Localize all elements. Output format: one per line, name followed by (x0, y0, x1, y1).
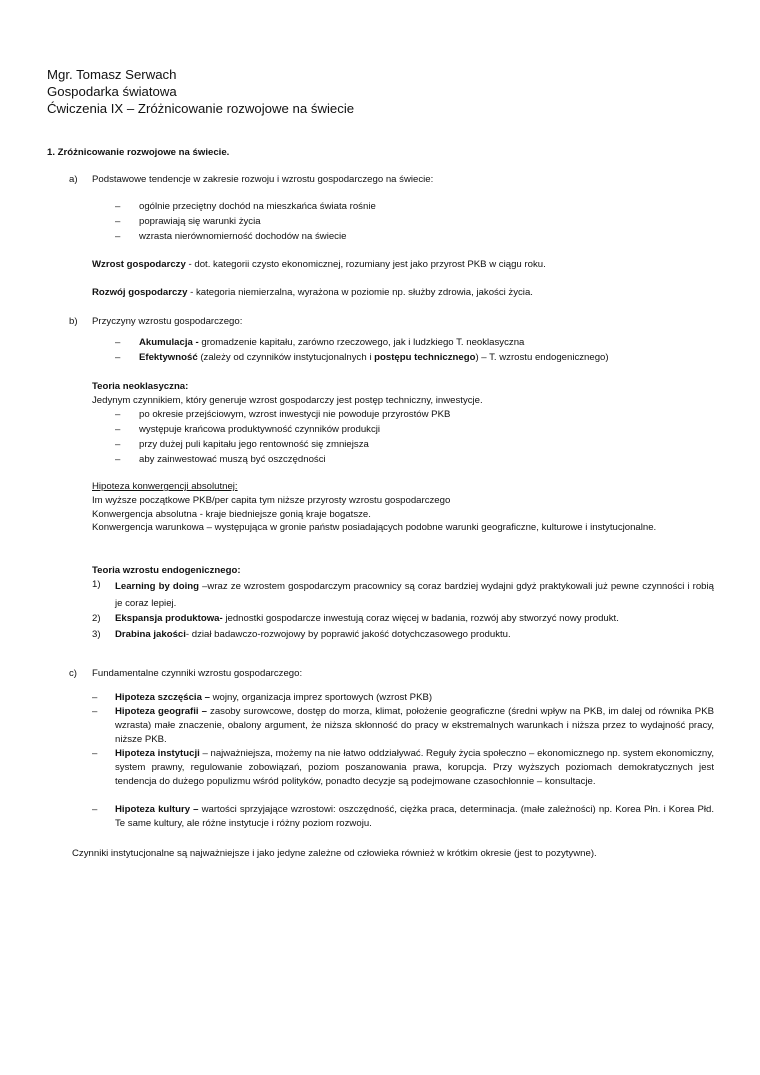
list-item (139, 351, 609, 364)
term: Ekspansja produktowa- (115, 613, 223, 624)
definition-development (92, 286, 533, 299)
term: Hipoteza kultury – (115, 804, 199, 815)
endogenous-title: Teoria wzrostu endogenicznego: (92, 565, 241, 576)
dash-bullet: – (115, 454, 121, 465)
course-line: Gospodarka światowa (47, 84, 177, 99)
convergence-title: Hipoteza konwergencji absolutnej: (92, 481, 238, 492)
dash-bullet: – (115, 231, 121, 242)
convergence-line: Im wyższe początkowe PKB/per capita tym niższe przyrosty wzrostu gospodarczego (92, 495, 451, 506)
dash-bullet: – (92, 804, 98, 815)
factor-item (115, 705, 714, 747)
list-item: ogólnie przeciętny dochód na mieszkańca świata rośnie (139, 201, 376, 212)
dash-bullet: – (115, 424, 121, 435)
dash-bullet: – (115, 352, 121, 363)
section-c-marker: c) (69, 668, 77, 679)
list-item: aby zainwestować muszą być oszczędności (139, 454, 326, 465)
dash-bullet: – (92, 706, 98, 717)
definition-growth (92, 258, 546, 271)
dash-bullet: – (92, 692, 98, 703)
section-c-title: Fundamentalne czynniki wzrostu gospodarczego: (92, 668, 303, 679)
list-number: 2) (92, 613, 101, 624)
factor-item (115, 691, 432, 704)
convergence-paragraph: Konwergencja warunkowa – występująca w gronie państw posiadających podobne warunki geograficzne, kulturowe i instytucjonalne. (92, 522, 657, 533)
list-item: przy dużej puli kapitału jego rentowność się zmniejsza (139, 439, 369, 450)
term: postępu technicznego (374, 352, 476, 363)
item-text: –wraz ze wzrostem gospodarczym pracownicy są coraz bardziej wydajni gdyż praktykowali już pewne czynności i robią je coraz lepiej. (115, 581, 714, 609)
term: Drabina jakości (115, 629, 186, 640)
dash-bullet: – (115, 216, 121, 227)
section-b-title: Przyczyny wzrostu gospodarczego: (92, 316, 243, 327)
term: Learning by doing (115, 581, 199, 592)
neo-intro: Jedynym czynnikiem, który generuje wzrost gospodarczy jest postęp techniczny, inwestycje. (92, 395, 483, 406)
list-item: występuje krańcowa produktywność czynników produkcji (139, 424, 381, 435)
endogenous-item (115, 612, 619, 625)
list-item: po okresie przejściowym, wzrost inwestycji nie powoduje przyrostów PKB (139, 409, 451, 420)
dash-bullet: – (115, 337, 121, 348)
item-text: - dział badawczo-rozwojowy by poprawić jakość dotychczasowego produktu. (185, 629, 511, 640)
endogenous-item (115, 628, 511, 641)
list-item (139, 336, 524, 349)
topic-line: Ćwiczenia IX – Zróżnicowanie rozwojowe na świecie (47, 101, 355, 116)
section-a-title: Podstawowe tendencje w zakresie rozwoju i wzrostu gospodarczego na świecie: (92, 174, 434, 185)
item-text: (zależy od czynników instytucjonalnych i (197, 352, 375, 363)
item-text: jednostki gospodarcze inwestują coraz więcej w badania, rozwój aby stworzyć nowy produkt. (222, 613, 619, 624)
author-line: Mgr. Tomasz Serwach (47, 67, 177, 82)
endogenous-item (115, 578, 714, 612)
term: Efektywność (139, 352, 198, 363)
dash-bullet: – (115, 201, 121, 212)
section-title: 1. Zróżnicowanie rozwojowe na świecie. (47, 147, 230, 158)
list-item: poprawiają się warunki życia (139, 216, 261, 227)
item-text: ) – T. wzrostu endogenicznego) (475, 352, 609, 363)
term: Hipoteza szczęścia – (115, 692, 210, 703)
conclusion: Czynniki instytucjonalne są najważniejsze i jako jedyne zależne od człowieka również w krótkim okresie (jest to pozytywne). (72, 848, 597, 859)
item-text: gromadzenie kapitału, zarówno rzeczowego, jak i ludzkiego T. neoklasyczna (198, 337, 525, 348)
neo-title: Teoria neoklasyczna: (92, 381, 189, 392)
term: Wzrost gospodarczy (92, 259, 186, 270)
item-text: wartości sprzyjające wzrostowi: oszczędność, ciężka praca, determinacja. (małe zależności) np. Korea Płn. i Korea Płd. Te same kultury, ale różne instytucje i różny poziom rozwoju. (115, 804, 714, 829)
dash-bullet: – (92, 748, 98, 759)
definition-text: - dot. kategorii czysto ekonomicznej, rozumiany jest jako przyrost PKB w ciągu roku. (185, 259, 546, 270)
convergence-line: Konwergencja absolutna - kraje biedniejsze gonią kraje bogatsze. (92, 509, 371, 520)
term: Hipoteza geografii – (115, 706, 207, 717)
item-text: – najważniejsza, możemy na nie łatwo oddziaływać. Reguły życia społeczno – ekonomicznego np. system ekonomiczny, system prawny, regulowanie zobowiązań, poziom poszanowania prawa, korupcja. Przy wyższych poziomach demokratycznych jest tendencja do dużego populizmu wśród polityków, ponadto decyzje są podejmowane czasochłonnie – konsultacje. (115, 748, 714, 787)
factor-item (115, 747, 714, 789)
term: Hipoteza instytucji (115, 748, 200, 759)
item-text: wojny, organizacja imprez sportowych (wzrost PKB) (209, 692, 433, 703)
section-b-marker: b) (69, 316, 78, 327)
definition-text: - kategoria niemierzalna, wyrażona w poziomie np. służby zdrowia, jakości życia. (187, 287, 533, 298)
section-a-marker: a) (69, 174, 78, 185)
list-number: 3) (92, 629, 101, 640)
factor-item (115, 803, 714, 831)
dash-bullet: – (115, 409, 121, 420)
term: Rozwój gospodarczy (92, 287, 188, 298)
list-number: 1) (92, 579, 101, 590)
dash-bullet: – (115, 439, 121, 450)
list-item: wzrasta nierównomierność dochodów na świecie (139, 231, 347, 242)
term: Akumulacja - (139, 337, 199, 348)
item-text: zasoby surowcowe, dostęp do morza, klimat, położenie geograficzne (średni wpływ na PKB, im dalej od równika PKB wzrasta) małe znaczenie, obalony argument, że niższa skłonność do pracy w ekstremalnych warunkach i niższa przez to wydajność pracy, niższe PKB. (115, 706, 715, 745)
